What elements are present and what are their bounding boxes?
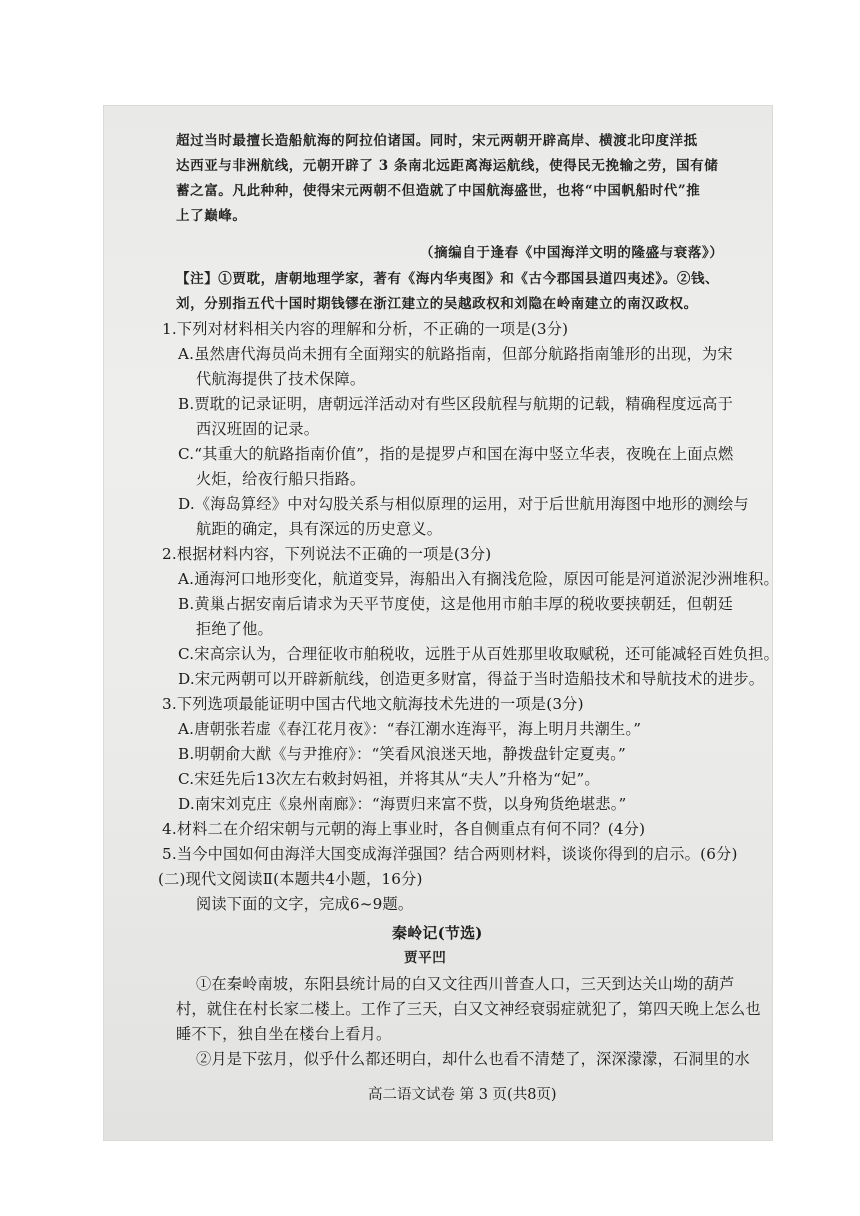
article-paragraph: 睡不下，独自坐在楼台上看月。 <box>176 1025 392 1043</box>
article-paragraph: ①在秦岭南坡，东阳县统计局的白又文往西川普查人口，三天到达关山坳的葫芦 <box>196 975 735 993</box>
option-b: B.明朝俞大猷《与尹推府》：“笑看风浪迷天地，静拨盘针定夏夷。” <box>178 745 626 763</box>
option-b-cont: 拒绝了他。 <box>196 620 273 638</box>
question-5: 5.当今中国如何由海洋大国变成海洋强国？结合两则材料，谈谈你得到的启示。(6分) <box>162 845 738 863</box>
reading-instruction: 阅读下面的文字，完成6~9题。 <box>196 895 414 913</box>
section-heading: (二)现代文阅读Ⅱ(本题共4小题，16分) <box>158 870 423 888</box>
option-b-cont: 西汉班固的记录。 <box>196 420 320 438</box>
option-b: B.黄巢占据安南后请求为天平节度使，这是他用市舶丰厚的税收要挟朝廷，但朝廷 <box>178 595 733 613</box>
option-a: A.虽然唐代海员尚未拥有全面翔实的航路指南，但部分航路指南雏形的出现，为宋 <box>178 345 733 363</box>
article-paragraph: ②月是下弦月，似乎什么都还明白，却什么也看不清楚了，深深濛濛，石洞里的水 <box>196 1050 750 1068</box>
passage-line: 蓄之富。凡此种种，使得宋元两朝不但造就了中国航海盛世，也将“中国帆船时代”推 <box>176 183 701 199</box>
option-c-cont: 火炬，给夜行船只指路。 <box>196 470 366 488</box>
option-a-cont: 代航海提供了技术保障。 <box>196 370 366 388</box>
page-footer: 高二语文试卷 第 3 页(共8页) <box>368 1087 557 1103</box>
article-paragraph: 村，就住在村长家二楼上。工作了三天，白又文神经衰弱症就犯了，第四天晚上怎么也 <box>176 1000 761 1018</box>
question-1-stem: 1.下列对材料相关内容的理解和分析，不正确的一项是(3分) <box>162 320 569 338</box>
option-c: C.宋廷先后13次左右敕封妈祖，并将其从“夫人”升格为“妃”。 <box>178 770 600 788</box>
note-line: 刘，分别指五代十国时期钱镠在浙江建立的吴越政权和刘隐在岭南建立的南汉政权。 <box>176 296 698 312</box>
question-4: 4.材料二在介绍宋朝与元朝的海上事业时，各自侧重点有何不同？(4分) <box>162 820 646 838</box>
option-c: C.“其重大的航路指南价值”，指的是提罗卢和国在海中竖立华表，夜晚在上面点燃 <box>178 445 734 463</box>
option-a: A.唐朝张若虚《春江花月夜》：“春江潮水连海平，海上明月共潮生。” <box>178 720 642 738</box>
passage-line: 超过当时最擅长造船航海的阿拉伯诸国。同时，宋元两朝开辟高岸、横渡北印度洋抵 <box>176 133 698 149</box>
option-d-cont: 航距的确定，具有深远的历史意义。 <box>196 520 443 538</box>
passage-line: 上了巅峰。 <box>176 208 247 224</box>
option-b: B.贾耽的记录证明，唐朝远洋活动对有些区段航程与航期的记载，精确程度远高于 <box>178 395 733 413</box>
option-d: D.南宋刘克庄《泉州南廊》：“海贾归来富不赀，以身殉货绝堪悲。” <box>178 795 627 813</box>
option-d: D.《海岛算经》中对勾股关系与相似原理的运用，对于后世航用海图中地形的测绘与 <box>178 495 749 513</box>
question-3-stem: 3.下列选项最能证明中国古代地文航海技术先进的一项是(3分) <box>162 695 584 713</box>
option-c: C.宋高宗认为，合理征收市舶税收，远胜于从百姓那里收取赋税，还可能减轻百姓负担。 <box>178 645 780 663</box>
question-2-stem: 2.根据材料内容，下列说法不正确的一项是(3分) <box>162 545 492 563</box>
option-a: A.通海河口地形变化，航道变异，海船出入有搁浅危险，原因可能是河道淤泥沙洲堆积。 <box>178 570 779 588</box>
passage-line: 达西亚与非洲航线，元朝开辟了 3 条南北远距离海运航线，使得民无挽输之劳，国有储 <box>176 158 719 174</box>
note-line: 【注】①贾耽，唐朝地理学家，著有《海内华夷图》和《古今郡国县道四夷述》。②钱、 <box>176 271 720 287</box>
article-author: 贾平凹 <box>404 950 447 966</box>
option-d: D.宋元两朝可以开辟新航线，创造更多财富，得益于当时造船技术和导航技术的进步。 <box>178 670 765 688</box>
article-title: 秦岭记(节选) <box>392 924 483 942</box>
source-citation: （摘编自于逢春《中国海洋文明的隆盛与衰落》） <box>420 245 724 261</box>
